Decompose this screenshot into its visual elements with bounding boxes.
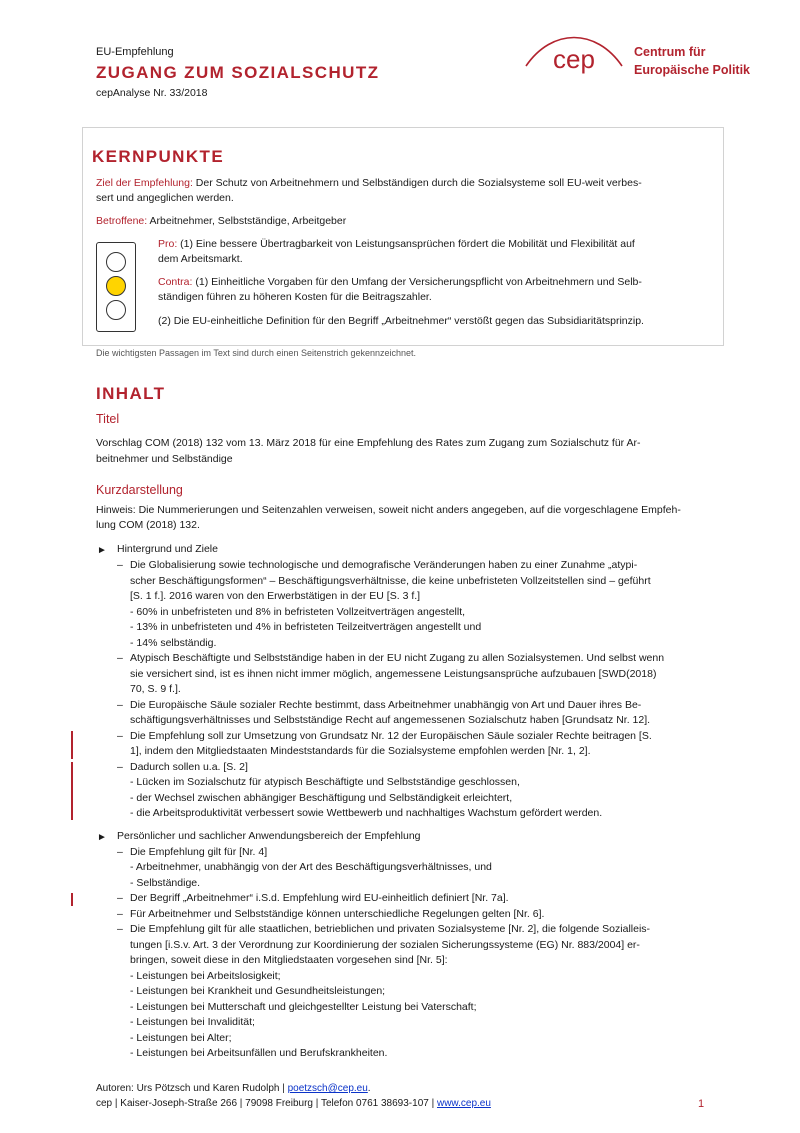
pro-text: (1) Eine bessere Übertragbarkeit von Leistungsansprüchen fördert die Mobilität und Flexibilität auf: [177, 238, 635, 250]
traffic-light-yellow-lamp: [106, 276, 126, 296]
contra-text: (1) Einheitliche Vorgaben für den Umfang der Versicherungspflicht von Arbeitnehmern und Selb-: [192, 276, 642, 288]
goal-line-2: sert und angeglichen werden.: [96, 192, 234, 204]
dash-icon: –: [117, 730, 123, 742]
org-name-line1: Centrum für: [634, 45, 706, 59]
list-item: - Leistungen bei Arbeitsunfällen und Berufskrankheiten.: [130, 1047, 388, 1059]
margin-marker: [71, 731, 73, 759]
note-text-1: Hinweis: Die Nummerierungen und Seitenzahlen verweisen, soweit nicht anders angegeben, auf die vorgeschlagene Empfeh-: [96, 504, 681, 516]
document-type: EU-Empfehlung: [96, 46, 174, 58]
affected-label: Betroffene:: [96, 215, 148, 227]
org-name: [634, 43, 750, 79]
author-email-link[interactable]: poetzsch@cep.eu: [287, 1083, 368, 1094]
list-item: - Leistungen bei Invalidität;: [130, 1016, 255, 1028]
key-points-title: KERNPUNKTE: [92, 147, 225, 166]
pro-line-2: dem Arbeitsmarkt.: [158, 253, 243, 265]
logo-text: cep: [553, 44, 595, 74]
title-heading: Titel: [96, 412, 120, 426]
text-line: scher Beschäftigungsformen“ – Beschäftigungsverhältnisse, die keine unbefristeten Vollzeitstellen sind – geführt: [130, 575, 651, 587]
affected-line: [96, 214, 346, 230]
text-line: [S. 1 f.]. 2016 waren von den Erwerbstätigen in der EU [S. 3 f.]: [130, 590, 421, 602]
bullet-icon: ►: [97, 832, 107, 843]
margin-marker: [71, 893, 73, 906]
pro-line: [158, 237, 635, 253]
page-number: 1: [698, 1098, 705, 1110]
goal-text: Der Schutz von Arbeitnehmern und Selbständigen durch die Sozialsysteme soll EU-weit verbes-: [192, 177, 642, 189]
list-item: - Leistungen bei Mutterschaft und gleichgestellter Leistung bei Vaterschaft;: [130, 1001, 477, 1013]
list-item: - 60% in unbefristeten und 8% in befristeten Vollzeitverträgen angestellt,: [130, 606, 466, 618]
list-item: - 13% in unbefristeten und 4% in befristeten Teilzeitverträgen angestellt und: [130, 621, 482, 633]
sidebar-note: Die wichtigsten Passagen im Text sind durch einen Seitenstrich gekennzeichnet.: [96, 348, 417, 358]
dash-icon: –: [117, 559, 123, 571]
section-heading-scope: Persönlicher und sachlicher Anwendungsbereich der Empfehlung: [117, 830, 421, 842]
text-line: Für Arbeitnehmer und Selbstständige können unterschiedliche Regelungen gelten [Nr. 6].: [130, 908, 545, 920]
dash-icon: –: [117, 892, 123, 904]
section-heading-background: Hintergrund und Ziele: [117, 543, 218, 555]
dash-icon: –: [117, 923, 123, 935]
list-item: - 14% selbständig.: [130, 637, 217, 649]
content-title: INHALT: [96, 384, 166, 403]
list-item: - Selbständige.: [130, 877, 201, 889]
text-line: bringen, soweit diese in den Mitgliedstaaten vorgesehen sind [Nr. 5]:: [130, 954, 448, 966]
dash-icon: –: [117, 908, 123, 920]
text-line: Die Empfehlung soll zur Umsetzung von Grundsatz Nr. 12 der Europäischen Säule sozialer Rechte beitragen [S.: [130, 730, 652, 742]
text-line: schäftigungsverhältnisses und Selbstständige Recht auf angemessenen Sozialschutz haben [Grundsatz Nr. 12].: [130, 714, 651, 726]
title-text-2: beitnehmer und Selbständige: [96, 453, 233, 465]
org-name-line2: Europäische Politik: [634, 63, 751, 78]
contra-label: Contra:: [158, 276, 193, 288]
traffic-light-top-lamp: [106, 252, 126, 272]
title-text-1: Vorschlag COM (2018) 132 vom 13. März 2018 für eine Empfehlung des Rates zum Zugang zum Sozialschutz für Ar-: [96, 437, 641, 449]
text-line: Die Empfehlung gilt für alle staatlichen, betrieblichen und privaten Sozialsysteme [Nr. 2], die folgende Sozialleis-: [130, 923, 651, 935]
footer-contact: [96, 1096, 491, 1111]
contra-point-2: (2) Die EU-einheitliche Definition für den Begriff „Arbeitnehmer“ verstößt gegen das Subsidiaritätsprinzip.: [158, 315, 644, 327]
text-line: Dadurch sollen u.a. [S. 2]: [130, 761, 248, 773]
text-line: Die Empfehlung gilt für [Nr. 4]: [130, 846, 268, 858]
goal-line: [96, 176, 642, 192]
summary-heading: Kurzdarstellung: [96, 483, 183, 497]
authors-text: Autoren: Urs Pötzsch und Karen Rudolph |: [96, 1083, 288, 1094]
document-title: ZUGANG ZUM SOZIALSCHUTZ: [96, 63, 380, 82]
text-line: Der Begriff „Arbeitnehmer“ i.S.d. Empfehlung wird EU-einheitlich definiert [Nr. 7a].: [130, 892, 509, 904]
traffic-light-icon: [96, 242, 136, 332]
list-item: - Leistungen bei Arbeitslosigkeit;: [130, 970, 281, 982]
text-line: Die Europäische Säule sozialer Rechte bestimmt, dass Arbeitnehmer unabhängig von Art und Dauer ihres Be-: [130, 699, 642, 711]
analysis-number: cepAnalyse Nr. 33/2018: [96, 87, 208, 99]
bullet-icon: ►: [97, 545, 107, 556]
text-line: Die Globalisierung sowie technologische und demografische Veränderungen haben zu einer Zunahme „atypi-: [130, 559, 638, 571]
margin-marker: [71, 762, 73, 820]
pro-label: Pro:: [158, 238, 178, 250]
authors-end: .: [367, 1083, 371, 1094]
dash-icon: –: [117, 699, 123, 711]
goal-label: Ziel der Empfehlung:: [96, 177, 193, 189]
contra-line: [158, 275, 642, 291]
text-line: 70, S. 9 f.].: [130, 683, 181, 695]
cep-logo-icon: [522, 30, 626, 84]
list-item: - Leistungen bei Krankheit und Gesundheitsleistungen;: [130, 985, 386, 997]
contact-text: cep | Kaiser-Joseph-Straße 266 | 79098 Freiburg | Telefon 0761 38693-107 |: [96, 1098, 437, 1109]
text-line: sie versichert sind, ist es ihnen nicht immer möglich, angemessene Leistungsansprüche aufzubauen [SWD(2018): [130, 668, 657, 680]
text-line: 1], indem den Mitgliedstaaten Mindeststandards für die Sozialsysteme empfohlen werden [Nr. 1, 2].: [130, 745, 591, 757]
dash-icon: –: [117, 846, 123, 858]
text-line: tungen [i.S.v. Art. 3 der Verordnung zur Koordinierung der sozialen Sicherungssysteme (EG) Nr. 883/2004] er-: [130, 939, 640, 951]
affected-text: Arbeitnehmer, Selbstständige, Arbeitgeber: [147, 215, 347, 227]
contra-line-2: ständigen führen zu höheren Kosten für die Beitragszahler.: [158, 291, 432, 303]
list-item: - Leistungen bei Alter;: [130, 1032, 232, 1044]
list-item: - der Wechsel zwischen abhängiger Beschäftigung und Selbständigkeit erleichtert,: [130, 792, 513, 804]
list-item: - Arbeitnehmer, unabhängig von der Art des Beschäftigungsverhältnisses, und: [130, 861, 492, 873]
traffic-light-bottom-lamp: [106, 300, 126, 320]
dash-icon: –: [117, 652, 123, 664]
note-text-2: lung COM (2018) 132.: [96, 519, 200, 531]
list-item: - die Arbeitsproduktivität verbessert sowie Wettbewerb und nachhaltiges Wachstum gefördert werden.: [130, 807, 603, 819]
website-link[interactable]: www.cep.eu: [436, 1098, 491, 1109]
list-item: - Lücken im Sozialschutz für atypisch Beschäftigte und Selbstständige geschlossen,: [130, 776, 520, 788]
text-line: Atypisch Beschäftigte und Selbstständige haben in der EU nicht Zugang zu allen Sozialsystemen. Und selbst wenn: [130, 652, 665, 664]
footer-authors: [96, 1081, 371, 1096]
dash-icon: –: [117, 761, 123, 773]
